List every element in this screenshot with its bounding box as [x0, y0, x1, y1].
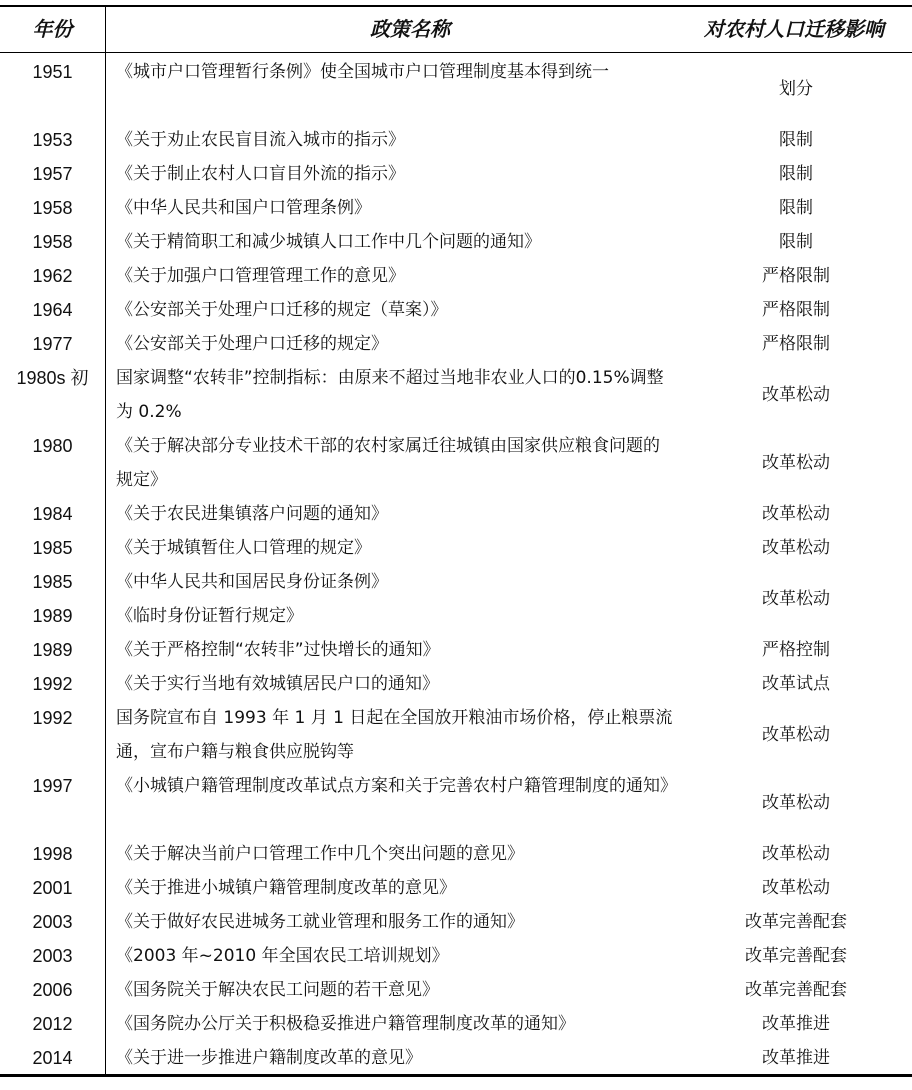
table-row: [0, 871, 912, 905]
policy-cell: 国家调整“农转非”控制指标：由原来不超过当地非农业人口的0.15%调整为 0.2%: [116, 368, 664, 422]
impact-cell: 改革完善配套: [745, 912, 847, 932]
year-cell: 1958: [32, 198, 73, 218]
table-row: [0, 429, 912, 497]
year-cell: 1962: [32, 266, 73, 286]
year-cell: 2012: [32, 1014, 73, 1034]
impact-cell: 改革试点: [762, 674, 830, 694]
table-row: [0, 565, 912, 609]
impact-cell: 限制: [779, 198, 813, 218]
table-row: [0, 1041, 912, 1075]
impact-cell: 改革推进: [762, 1014, 830, 1034]
table-row: [0, 157, 912, 191]
impact-cell: 改革推进: [762, 1048, 830, 1068]
table-row: [0, 191, 912, 225]
year-cell: 1985: [32, 538, 73, 558]
policy-cell: 《关于严格控制“农转非”过快增长的通知》: [116, 640, 440, 660]
impact-cell: 严格限制: [762, 300, 830, 320]
impact-cell: 严格限制: [762, 266, 830, 286]
year-cell: 1989: [32, 640, 73, 660]
policy-cell: 《关于精简职工和减少城镇人口工作中几个问题的通知》: [116, 232, 541, 252]
policy-cell: 《国务院办公厅关于积极稳妥推进户籍管理制度改革的通知》: [116, 1014, 575, 1034]
year-cell: 1957: [32, 164, 73, 184]
year-cell: 1992: [32, 674, 73, 694]
impact-cell: 限制: [779, 130, 813, 150]
header-year: 年份: [32, 17, 73, 41]
year-cell: 1998: [32, 844, 73, 864]
year-cell: 1992: [32, 708, 73, 728]
table-row: [0, 123, 912, 157]
table-row: [0, 497, 912, 531]
year-cell: 1951: [32, 62, 73, 82]
impact-cell: 严格控制: [762, 640, 830, 660]
year-cell: 1985: [32, 572, 73, 592]
impact-cell: 改革松动: [762, 453, 830, 473]
impact-cell: 改革松动: [762, 844, 830, 864]
table-row: [0, 769, 912, 837]
table-row: [0, 939, 912, 973]
impact-cell: 改革松动: [762, 878, 830, 898]
year-cell: 1997: [32, 776, 73, 796]
year-cell: 1953: [32, 130, 73, 150]
impact-cell: 改革松动: [762, 385, 830, 405]
table-row: [0, 293, 912, 327]
year-cell: 1977: [32, 334, 73, 354]
table-row: [0, 55, 912, 123]
impact-cell: 严格限制: [762, 334, 830, 354]
table-row: [0, 599, 912, 633]
year-cell: 1964: [32, 300, 73, 320]
policy-cell: 《中华人民共和国户口管理条例》: [116, 198, 371, 218]
year-cell: 2003: [32, 946, 73, 966]
policy-cell: 《关于进一步推进户籍制度改革的意见》: [116, 1048, 422, 1068]
table-row: [0, 531, 912, 565]
impact-cell: 改革松动: [762, 538, 830, 558]
policy-cell: 《关于实行当地有效城镇居民户口的通知》: [116, 674, 439, 694]
policy-cell: 《临时身份证暂行规定》: [116, 606, 303, 626]
policy-cell: 《关于解决当前户口管理工作中几个突出问题的意见》: [116, 844, 524, 864]
header-policy-name: 政策名称: [370, 17, 450, 41]
table-row: [0, 633, 912, 667]
header-impact: 对农村人口迁移影响: [704, 17, 884, 41]
year-cell: 2014: [32, 1048, 73, 1068]
year-cell: 1980: [32, 436, 73, 456]
impact-cell: 改革松动: [762, 793, 830, 813]
policy-cell: 《关于农民进集镇落户问题的通知》: [116, 504, 388, 524]
policy-cell: 《关于加强户口管理管理工作的意见》: [116, 266, 405, 286]
year-cell: 2006: [32, 980, 73, 1000]
policy-cell: 《关于解决部分专业技术干部的农村家属迁往城镇由国家供应粮食问题的规定》: [116, 436, 660, 490]
impact-cell: 限制: [779, 164, 813, 184]
table-row: [0, 973, 912, 1007]
table-row: [0, 327, 912, 361]
table-row: [0, 837, 912, 871]
year-cell: 1984: [32, 504, 73, 524]
policy-cell: 国务院宣布自 1993 年 1 月 1 日起在全国放开粮油市场价格，停止粮票流通，宣布户籍与粮食供应脱钩等: [116, 708, 673, 762]
impact-cell: 改革松动: [762, 504, 830, 524]
policy-cell: 《关于制止农村人口盲目外流的指示》: [116, 164, 405, 184]
table-row: [0, 701, 912, 769]
impact-cell: 划分: [779, 79, 813, 99]
year-cell: 1989: [32, 606, 73, 626]
policy-cell: 《城市户口管理暂行条例》使全国城市户口管理制度基本得到统一: [116, 62, 609, 82]
table-row: [0, 361, 912, 429]
table-bottom-rule: [0, 1074, 912, 1077]
table-row: [0, 667, 912, 701]
policy-cell: 《关于做好农民进城务工就业管理和服务工作的通知》: [116, 912, 524, 932]
table-row: [0, 259, 912, 293]
year-cell: 1980s 初: [16, 368, 89, 388]
table-header-rule: [0, 52, 912, 53]
impact-cell: 改革完善配套: [745, 946, 847, 966]
table-row: [0, 225, 912, 259]
table-row: [0, 1007, 912, 1041]
policy-cell: 《关于劝止农民盲目流入城市的指示》: [116, 130, 405, 150]
policy-cell: 《关于城镇暂住人口管理的规定》: [116, 538, 371, 558]
impact-cell: 限制: [779, 232, 813, 252]
policy-cell: 《公安部关于处理户口迁移的规定（草案）》: [116, 300, 448, 320]
impact-cell: 改革完善配套: [745, 980, 847, 1000]
policy-cell: 《小城镇户籍管理制度改革试点方案和关于完善农村户籍管理制度的通知》: [116, 776, 677, 796]
policy-cell: 《公安部关于处理户口迁移的规定》: [116, 334, 388, 354]
policy-cell: 《国务院关于解决农民工问题的若干意见》: [116, 980, 439, 1000]
policy-cell: 《2003 年~2010 年全国农民工培训规划》: [116, 946, 449, 966]
year-cell: 2003: [32, 912, 73, 932]
year-cell: 2001: [32, 878, 73, 898]
impact-cell: 改革松动: [762, 725, 830, 745]
table-row: [0, 905, 912, 939]
impact-cell: 改革松动: [762, 589, 830, 609]
policy-cell: 《关于推进小城镇户籍管理制度改革的意见》: [116, 878, 456, 898]
year-cell: 1958: [32, 232, 73, 252]
policy-cell: 《中华人民共和国居民身份证条例》: [116, 572, 388, 592]
